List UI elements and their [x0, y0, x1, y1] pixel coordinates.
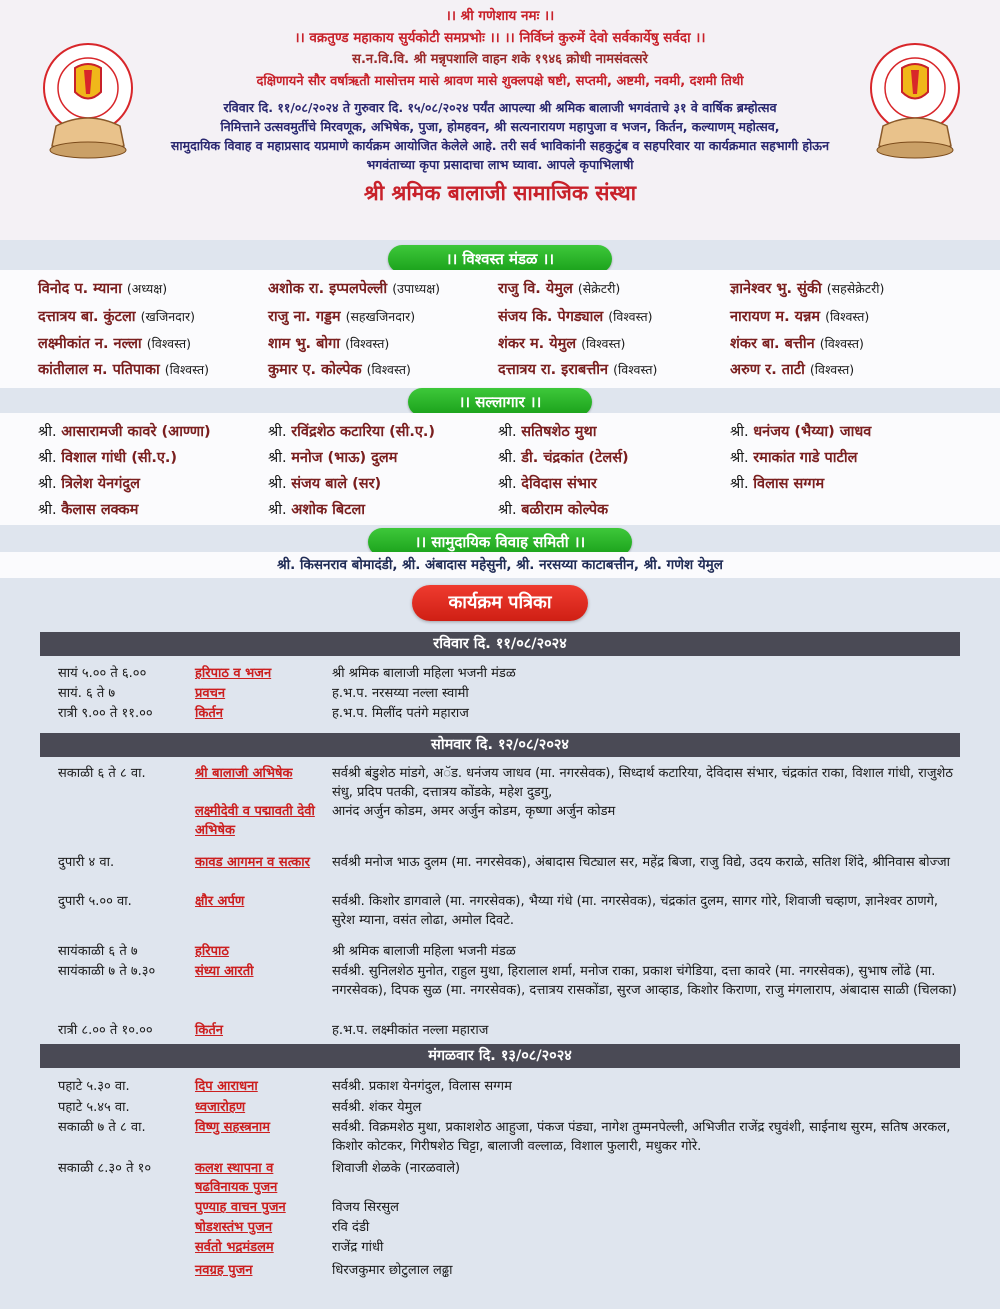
advisor-name: आसारामजी कावरे (आण्णा) — [61, 424, 211, 440]
advisor-name: रविंद्रशेठ कटारिया (सी.ए.) — [291, 424, 435, 440]
schedule-time: रात्री ८.०० ते १०.०० — [58, 1023, 153, 1038]
advisor-name: देविदास संभार — [521, 476, 597, 492]
committee-title: ।। सामुदायिक विवाह समिती ।। — [368, 528, 632, 556]
schedule-event: किर्तन — [195, 706, 223, 721]
advisor-name: कैलास लक्कम — [61, 502, 139, 518]
schedule-time: सायं. ६ ते ७ — [58, 686, 116, 701]
schedule-event: क्षौर अर्पण — [195, 894, 245, 909]
schedule-participants: आनंद अर्जुन कोडम, अमर अर्जुन कोडम, कृष्णा अर्जुन कोडम — [332, 804, 616, 819]
schedule-time: सायंकाळी ६ ते ७ — [58, 944, 138, 959]
trustee-name: अशोक रा. इप्पलपेल्ली — [268, 281, 393, 297]
trustee-name: राजु वि. येमुल — [498, 281, 578, 297]
trustee-entry — [498, 359, 657, 379]
committee-names: श्री. किसनराव बोमादंडी, श्री. अंबादास महेसुनी, श्री. नरसय्या काटाबत्तीन, श्री. गणेश येमुल — [277, 557, 723, 573]
trustee-entry — [268, 333, 389, 353]
trustee-role: (उपाध्यक्ष) — [392, 281, 441, 296]
schedule-event: कावड आगमन व सत्कार — [195, 855, 310, 870]
advisor-entry — [268, 499, 365, 519]
trustee-entry — [730, 359, 854, 379]
event-dates-line: रविवार दि. ११/०८/२०२४ ते गुरुवार दि. १५/०८/२०२४ पर्यंत आपल्या श्री श्रमिक बालाजी भगवंताचे ३१ वे वार्षिक ब्रम्होत्सव — [223, 100, 777, 115]
trustee-name: नारायण म. यन्नम — [730, 309, 826, 325]
trustee-role: (विश्वस्त) — [366, 362, 411, 377]
advisor-prefix: श्री. — [498, 450, 522, 466]
schedule-participants: सर्वश्री. विक्रमशेठ मुथा, प्रकाशशेठ आहुजा, पंकज पंड्या, नागेश तुम्मनपेल्ली, अभिजीत राजेंद्र रघुवंशी, साईनाथ सुरम, सतिष अरकल, किशोर कोटकर, गिरीषशेठ चिट्टा, बालाजी वल्लाळ, विशाल फुलारी, मधुकर गोरे. — [332, 1120, 951, 1154]
trustee-name: ज्ञानेश्वर भु. सुंकी — [730, 281, 827, 297]
advisor-prefix: श्री. — [498, 424, 522, 440]
trustee-name: शंकर म. येमुल — [498, 336, 582, 352]
advisor-entry — [268, 447, 397, 467]
advisor-name: त्रिलेश येनगंदुल — [61, 476, 140, 492]
advisor-entry — [730, 421, 871, 441]
advisor-prefix: श्री. — [730, 424, 754, 440]
schedule-time: पहाटे ५.३० वा. — [58, 1079, 130, 1094]
shloka-line: ।। वक्रतुण्ड महाकाय सुर्यकोटी समप्रभोः ।। ।। निर्विघ्नं कुरुमें देवो सर्वकार्येषु सर्वदा ।। — [294, 30, 706, 46]
event-description-line-3: भगवंताच्या कृपा प्रसादाचा लाभ घ्यावा. आपले कृपाभिलाषी — [366, 157, 634, 172]
schedule-event: दिप आराधना — [195, 1079, 258, 1094]
advisor-prefix: श्री. — [730, 450, 754, 466]
advisor-name: मनोज (भाऊ) दुलम — [291, 450, 398, 466]
trustee-entry — [268, 359, 411, 379]
schedule-participants: सर्वश्री. शंकर येमुल — [332, 1100, 422, 1115]
tithi-line: दक्षिणायने सौर वर्षाऋतौ मासोत्तम मासे श्रावण मासे शुक्लपक्षे षष्टी, सप्तमी, अष्टमी, नवमी, दशमी तिथी — [256, 74, 744, 89]
advisor-entry — [38, 473, 140, 493]
organization-name: श्री श्रमिक बालाजी सामाजिक संस्था — [363, 181, 637, 205]
advisor-prefix: श्री. — [730, 476, 754, 492]
trustee-name: संजय कि. पेगड्याल — [498, 309, 609, 325]
header-section — [0, 0, 1000, 240]
schedule-time: सकाळी ६ ते ८ वा. — [58, 766, 146, 781]
schedule-participants: ह.भ.प. लक्ष्मीकांत नल्ला महाराज — [332, 1023, 489, 1038]
advisor-entry — [268, 421, 435, 441]
trustee-name: अरुण र. ताटी — [730, 362, 810, 378]
trustee-entry — [498, 278, 620, 298]
advisor-entry — [730, 473, 824, 493]
day-heading: सोमवार दि. १२/०८/२०२४ — [40, 733, 960, 757]
trustee-role: (विश्वस्त) — [345, 336, 390, 351]
schedule-event: श्री बालाजी अभिषेक — [195, 766, 293, 781]
schedule-time: सकाळी ८.३० ते १० — [58, 1161, 152, 1176]
trustee-role: (विश्वस्त) — [819, 336, 864, 351]
schedule-event: किर्तन — [195, 1023, 223, 1038]
advisor-name: बळीराम कोल्पेक — [521, 502, 609, 518]
advisor-prefix: श्री. — [268, 424, 292, 440]
schedule-time: पहाटे ५.४५ वा. — [58, 1100, 130, 1115]
trustee-entry — [38, 333, 191, 353]
trustee-entry — [38, 359, 209, 379]
schedule-event: प्रवचन — [195, 686, 226, 701]
trustee-role: (खजिनदार) — [140, 309, 196, 324]
schedule-event: लक्ष्मीदेवी व पद्मावती देवी अभिषेक — [195, 804, 315, 838]
schedule-event: विष्णु सहस्त्रनाम — [195, 1120, 270, 1135]
advisor-name: विशाल गांधी (सी.ए.) — [61, 450, 178, 466]
trustee-role: (विश्वस्त) — [613, 362, 658, 377]
day-heading: रविवार दि. ११/०८/२०२४ — [40, 632, 960, 656]
schedule-participants: सर्वश्री. सुनिलशेठ मुनोत, राहुल मुथा, हिरालाल शर्मा, मनोज राका, प्रकाश चंगेडिया, दत्ता कावरे (मा. नगरसेवक), सुभाष लोंढे (मा. नगरसेवक), दिपक सुळ (मा. नगरसेवक), दत्तात्रय रासकोंडा, सुरज आव्हाड, किशोर किराणा, राजु मंगलाराप, अंबादास साळी (चिलका) — [332, 964, 957, 998]
schedule-event: ध्वजारोहण — [195, 1100, 246, 1115]
trustee-role: (विश्वस्त) — [608, 309, 653, 324]
trustee-role: (विश्वस्त) — [146, 336, 191, 351]
advisor-entry — [498, 421, 596, 441]
schedule-event: पुण्याह वाचन पुजन — [195, 1200, 286, 1215]
trustee-role: (विश्वस्त) — [581, 336, 626, 351]
samvat-line: स.न.वि.वि. श्री मन्नृपशालि वाहन शके १९४६ क्रोधी नामसंवत्सरे — [352, 52, 648, 67]
trustee-entry — [38, 306, 195, 326]
trustee-name: राजु ना. गड्डम — [268, 309, 346, 325]
trustee-entry — [730, 278, 884, 298]
advisor-prefix: श्री. — [38, 424, 62, 440]
schedule-participants: रवि दंडी — [332, 1220, 370, 1235]
advisor-entry — [498, 447, 629, 467]
advisor-prefix: श्री. — [38, 476, 62, 492]
schedule-participants: धिरजकुमार छोटुलाल लढ्ढा — [332, 1263, 453, 1278]
schedule-event: नवग्रह पुजन — [195, 1263, 253, 1278]
trustee-role: (अध्यक्ष) — [126, 281, 168, 296]
trustee-name: लक्ष्मीकांत न. नल्ला — [38, 336, 147, 352]
schedule-event: हरिपाठ — [195, 944, 229, 959]
trustee-entry — [730, 333, 864, 353]
schedule-participants: सर्वश्री. किशोर डागवाले (मा. नगरसेवक), भैय्या गंधे (मा. नगरसेवक), चंद्रकांत दुलम, सागर गोरे, शिवाजी चव्हाण, ज्ञानेश्वर ठाणगे, सुरेश म्याना, वसंत लोढा, अमोल दिवटे. — [332, 894, 939, 928]
advisor-name: सतिषशेठ मुथा — [521, 424, 597, 440]
trustee-entry — [730, 306, 869, 326]
trustee-entry — [268, 278, 440, 298]
trustee-role: (विश्वस्त) — [825, 309, 870, 324]
schedule-time: दुपारी ५.०० वा. — [58, 894, 132, 909]
schedule-participants: सर्वश्री मनोज भाऊ दुलम (मा. नगरसेवक), अंबादास चिट्याल सर, महेंद्र बिजा, राजु विद्ये, उदय कराळे, सतिश शिंदे, श्रीनिवास बोज्जा — [332, 855, 951, 870]
schedule-participants: ह.भ.प. मिलींद पतंगे महाराज — [332, 706, 469, 721]
advisor-entry — [498, 473, 597, 493]
trustee-role: (सहसेक्रेटरी) — [826, 281, 885, 296]
advisor-prefix: श्री. — [268, 476, 292, 492]
trustee-entry — [498, 306, 652, 326]
schedule-event: षोडशस्तंभ पुजन — [195, 1220, 273, 1235]
trustee-role: (सहखजिनदार) — [345, 309, 416, 324]
schedule-participants: सर्वश्री. प्रकाश येनगंदुल, विलास सग्गम — [332, 1079, 512, 1094]
advisor-entry — [498, 499, 608, 519]
schedule-time: दुपारी ४ वा. — [58, 855, 115, 870]
schedule-participants: शिवाजी शेळके (नारळवाले) — [332, 1161, 461, 1176]
schedule-time: रात्री ९.०० ते ११.०० — [58, 706, 153, 721]
event-description-line-2: सामुदायिक विवाह व महाप्रसाद यप्रमाणे कार्यक्रम आयोजित केलेले आहे. तरी सर्व भाविकांनी सहकुटुंब व सहपरिवार या कार्यक्रमात सहभागी होऊन — [170, 138, 830, 153]
trustee-name: दत्तात्रय बा. कुंटला — [38, 309, 141, 325]
trustee-entry — [38, 278, 167, 298]
trustee-name: विनोद प. म्याना — [38, 281, 127, 297]
schedule-participants: श्री श्रमिक बालाजी महिला भजनी मंडळ — [332, 666, 516, 681]
invocation-line: ।। श्री गणेशाय नमः ।। — [445, 8, 555, 24]
trustee-entry — [498, 333, 625, 353]
schedule-time: सायं ५.०० ते ६.०० — [58, 666, 147, 681]
advisor-name: संजय बाले (सर) — [291, 476, 382, 492]
event-description-line-1: निमित्ताने उत्सवमुर्तीचे मिरवणूक, अभिषेक, पुजा, होमहवन, श्री सत्यनारायण महापुजा व भजन, किर्तन, कल्याणम् महोत्सव, — [220, 119, 780, 134]
schedule-participants: सर्वश्री बंडुशेठ मांडगे, अॅड. धनंजय जाधव (मा. नगरसेवक), सिध्दार्थ कटारिया, देविदास संभार, चंद्रकांत राका, विशाल गांधी, राजुशेठ संधु, प्रदिप पतकी, दत्तात्रय कोंडके, महेश दुडगु, — [332, 766, 953, 800]
advisor-prefix: श्री. — [498, 502, 522, 518]
schedule-participants: राजेंद्र गांधी — [332, 1240, 384, 1255]
advisor-entry — [38, 421, 211, 441]
trustees-title: ।। विश्वस्त मंडळ ।। — [388, 245, 612, 273]
schedule-event: संध्या आरती — [195, 964, 254, 979]
program-title: कार्यक्रम पत्रिका — [412, 585, 588, 621]
trustee-role: (सेक्रेटरी) — [577, 281, 621, 296]
advisor-prefix: श्री. — [38, 450, 62, 466]
day-heading: मंगळवार दि. १३/०८/२०२४ — [40, 1044, 960, 1068]
advisor-name: रमाकांत गाडे पाटील — [753, 450, 858, 466]
advisor-name: धनंजय (भैय्या) जाधव — [753, 424, 872, 440]
advisor-name: विलास सग्गम — [753, 476, 825, 492]
trustee-name: दत्तात्रय रा. इराबत्तीन — [498, 362, 614, 378]
advisor-entry — [38, 447, 177, 467]
advisor-prefix: श्री. — [498, 476, 522, 492]
schedule-participants: विजय सिरसुल — [332, 1200, 399, 1215]
advisor-entry — [38, 499, 138, 519]
schedule-time: सकाळी ७ ते ८ वा. — [58, 1120, 146, 1135]
advisor-entry — [730, 447, 857, 467]
trustee-name: कांतीलाल म. पतिपाका — [38, 362, 165, 378]
trustee-name: कुमार ए. कोल्पेक — [268, 362, 367, 378]
schedule-event: कलश स्थापना व षढविनायक पुजन — [195, 1161, 278, 1195]
advisor-prefix: श्री. — [268, 502, 292, 518]
schedule-participants: ह.भ.प. नरसय्या नल्ला स्वामी — [332, 686, 469, 701]
trustee-role: (विश्वस्त) — [164, 362, 209, 377]
schedule-time: सायंकाळी ७ ते ७.३० — [58, 964, 156, 979]
advisor-prefix: श्री. — [268, 450, 292, 466]
trustee-name: शाम भु. बोगा — [268, 336, 346, 352]
schedule-event: हरिपाठ व भजन — [195, 666, 272, 681]
trustee-role: (विश्वस्त) — [809, 362, 855, 377]
trustee-entry — [268, 306, 415, 326]
advisor-entry — [268, 473, 381, 493]
schedule-participants: श्री श्रमिक बालाजी महिला भजनी मंडळ — [332, 944, 516, 959]
schedule-event: सर्वतो भद्रमंडलम — [195, 1240, 274, 1255]
advisor-name: डी. चंद्रकांत (टेलर्स) — [521, 450, 629, 466]
advisor-name: अशोक बिटला — [291, 502, 366, 518]
advisors-title: ।। सल्लागार ।। — [408, 388, 592, 416]
advisor-prefix: श्री. — [38, 502, 62, 518]
trustee-name: शंकर बा. बत्तीन — [730, 336, 820, 352]
